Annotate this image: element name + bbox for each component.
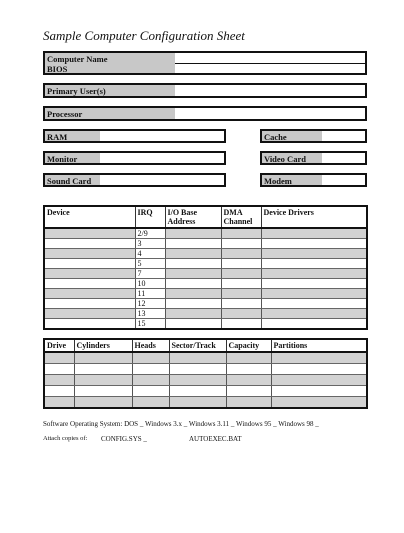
device-cell[interactable] [261, 309, 367, 319]
device-row [44, 249, 367, 259]
autoexec-label: AUTOEXEC.BAT [189, 435, 242, 443]
device-cell[interactable] [261, 269, 367, 279]
drive-cell[interactable] [271, 375, 367, 386]
drive-cell[interactable] [132, 386, 169, 397]
drive-table [43, 338, 368, 409]
irq-header: IRQ [135, 206, 165, 228]
device-cell[interactable] [165, 289, 221, 299]
drive-cell[interactable] [44, 364, 74, 375]
device-cell[interactable] [44, 309, 135, 319]
device-cell[interactable] [165, 279, 221, 289]
irq-cell: 13 [135, 309, 165, 319]
sector-track-header: Sector/Track [169, 339, 226, 352]
drive-row [44, 352, 367, 364]
sheet-title: Sample Computer Configuration Sheet [43, 28, 245, 43]
device-header: Device [44, 206, 135, 228]
device-cell[interactable] [165, 228, 221, 239]
device-cell[interactable] [221, 269, 261, 279]
processor-label: Processor [47, 109, 83, 119]
drive-cell[interactable] [271, 397, 367, 409]
heads-header: Heads [132, 339, 169, 352]
drive-cell[interactable] [74, 386, 132, 397]
device-cell[interactable] [261, 228, 367, 239]
device-cell[interactable] [261, 279, 367, 289]
irq-cell: 11 [135, 289, 165, 299]
device-cell[interactable] [221, 249, 261, 259]
partitions-header: Partitions [271, 339, 367, 352]
device-row [44, 259, 367, 269]
device-cell[interactable] [261, 239, 367, 249]
drive-cell[interactable] [271, 352, 367, 364]
drive-cell[interactable] [271, 364, 367, 375]
drive-row [44, 364, 367, 375]
irq-cell: 12 [135, 299, 165, 309]
irq-cell: 15 [135, 319, 165, 330]
io-base-header: I/O Base Address [165, 206, 221, 228]
drive-cell[interactable] [132, 397, 169, 409]
device-row [44, 279, 367, 289]
drive-cell[interactable] [74, 352, 132, 364]
device-cell[interactable] [221, 259, 261, 269]
modem-field[interactable] [260, 173, 367, 187]
device-cell[interactable] [44, 269, 135, 279]
irq-cell: 2/9 [135, 228, 165, 239]
cylinders-header: Cylinders [74, 339, 132, 352]
irq-cell: 3 [135, 239, 165, 249]
device-cell[interactable] [165, 249, 221, 259]
attach-label: Attach copies of: [43, 435, 88, 442]
drive-cell[interactable] [44, 397, 74, 409]
device-cell[interactable] [221, 289, 261, 299]
ram-field[interactable] [43, 129, 226, 143]
device-cell[interactable] [261, 299, 367, 309]
bios-label: BIOS [47, 64, 68, 74]
sound-card-label: Sound Card [47, 176, 92, 186]
drive-cell[interactable] [44, 375, 74, 386]
sound-card-field[interactable] [43, 173, 226, 187]
device-cell[interactable] [44, 279, 135, 289]
device-cell[interactable] [261, 319, 367, 330]
device-row [44, 239, 367, 249]
drive-cell[interactable] [132, 352, 169, 364]
device-cell[interactable] [221, 239, 261, 249]
drive-cell[interactable] [271, 386, 367, 397]
device-row [44, 319, 367, 330]
drive-cell[interactable] [44, 352, 74, 364]
device-row [44, 289, 367, 299]
drive-cell[interactable] [226, 386, 271, 397]
computer-name-label: Computer Name [47, 54, 108, 64]
drive-cell[interactable] [132, 375, 169, 386]
device-row [44, 228, 367, 239]
device-cell[interactable] [261, 289, 367, 299]
processor-field[interactable] [43, 106, 367, 121]
device-cell[interactable] [221, 319, 261, 330]
device-row [44, 309, 367, 319]
device-cell[interactable] [44, 299, 135, 309]
device-cell[interactable] [44, 228, 135, 239]
device-cell[interactable] [165, 269, 221, 279]
device-cell[interactable] [221, 279, 261, 289]
ram-label: RAM [47, 132, 68, 142]
device-cell[interactable] [261, 259, 367, 269]
monitor-label: Monitor [47, 154, 78, 164]
drive-cell[interactable] [44, 386, 74, 397]
video-card-field[interactable] [260, 151, 367, 165]
device-cell[interactable] [165, 239, 221, 249]
drive-row [44, 375, 367, 386]
device-row [44, 299, 367, 309]
device-cell[interactable] [44, 239, 135, 249]
drive-cell[interactable] [226, 364, 271, 375]
dma-channel-header: DMA Channel [221, 206, 261, 228]
irq-cell: 5 [135, 259, 165, 269]
irq-cell: 10 [135, 279, 165, 289]
cache-field[interactable] [260, 129, 367, 143]
drive-cell[interactable] [169, 375, 226, 386]
drive-cell[interactable] [226, 352, 271, 364]
device-drivers-header: Device Drivers [261, 206, 367, 228]
drive-cell[interactable] [169, 397, 226, 409]
monitor-field[interactable] [43, 151, 226, 165]
device-cell[interactable] [44, 319, 135, 330]
drive-cell[interactable] [226, 375, 271, 386]
config-sys-label: CONFIG.SYS _ [101, 435, 147, 443]
cache-label: Cache [264, 132, 287, 142]
irq-cell: 7 [135, 269, 165, 279]
capacity-header: Capacity [226, 339, 271, 352]
modem-label: Modem [264, 176, 292, 186]
drive-header: Drive [44, 339, 74, 352]
drive-row [44, 397, 367, 409]
device-cell[interactable] [165, 319, 221, 330]
primary-users-field[interactable] [43, 83, 367, 98]
video-card-label: Video Card [264, 154, 306, 164]
device-cell[interactable] [44, 289, 135, 299]
device-cell[interactable] [44, 259, 135, 269]
device-table [43, 205, 368, 330]
computer-name-bios-field[interactable] [43, 51, 367, 75]
drive-cell[interactable] [74, 397, 132, 409]
drive-cell[interactable] [169, 364, 226, 375]
device-cell[interactable] [221, 228, 261, 239]
device-cell[interactable] [165, 309, 221, 319]
device-cell[interactable] [44, 249, 135, 259]
drive-cell[interactable] [74, 375, 132, 386]
device-cell[interactable] [261, 249, 367, 259]
drive-cell[interactable] [74, 364, 132, 375]
device-cell[interactable] [221, 299, 261, 309]
os-line: Software Operating System: DOS _ Windows 3.x _ Windows 3.11 _ Windows 95 _ Windows 98 _ [43, 420, 319, 428]
primary-users-label: Primary User(s) [47, 86, 106, 96]
device-row [44, 269, 367, 279]
drive-cell[interactable] [169, 386, 226, 397]
device-cell[interactable] [221, 309, 261, 319]
irq-cell: 4 [135, 249, 165, 259]
drive-row [44, 386, 367, 397]
drive-cell[interactable] [169, 352, 226, 364]
drive-cell[interactable] [226, 397, 271, 409]
drive-cell[interactable] [132, 364, 169, 375]
device-cell[interactable] [165, 299, 221, 309]
device-cell[interactable] [165, 259, 221, 269]
